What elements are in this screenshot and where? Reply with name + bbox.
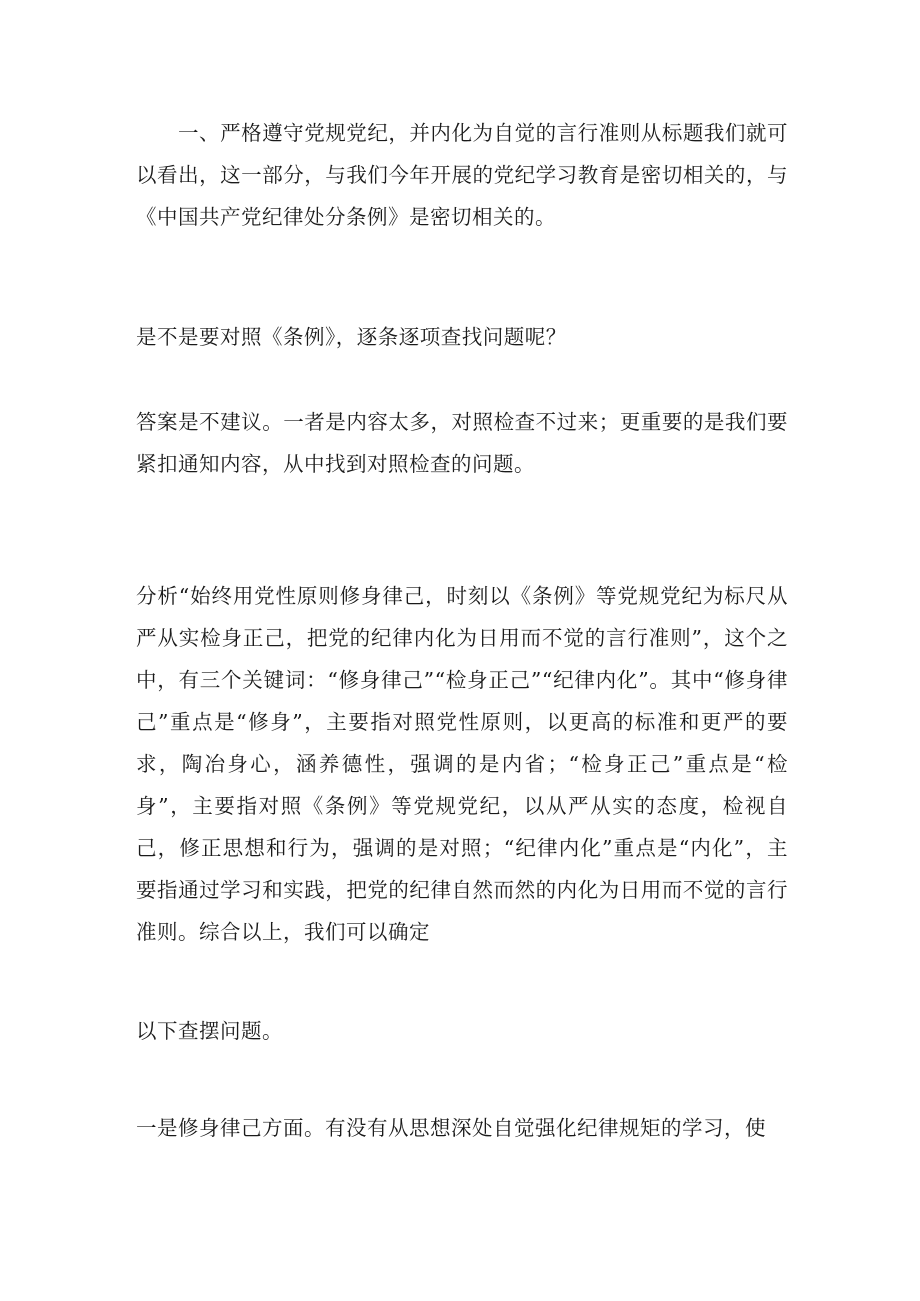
paragraph-answer: 答案是不建议。一者是内容太多，对照检查不过来；更重要的是我们要紧扣通知内容，从中找到对照检查的问题。: [136, 410, 788, 476]
paragraph-section-heading: 一、严格遵守党规党纪，并内化为自觉的言行准则从标题我们就可以看出，这一部分，与我们今年开展的党纪学习教育是密切相关的，与《中国共产党纪律处分条例》是密切相关的。: [136, 121, 788, 229]
paragraph-first-point: 一是修身律己方面。有没有从思想深处自觉强化纪律规矩的学习，使: [136, 1116, 766, 1140]
paragraph-continuation: 以下查摆问题。: [136, 1019, 283, 1043]
paragraph-analysis: 分析“始终用党性原则修身律己，时刻以《条例》等党规党纪为标尺从严从实检身正己，把党的纪律内化为日用而不觉的言行准则”，这个之中，有三个关键词：“修身律己”“检身正己”“纪律内化”。其中“修身律己”重点是“修身”，主要指对照党性原则，以更高的标准和更严的要求，陶冶身心，涵养德性，强调的是内省；“检身正己”重点是“检身”，主要指对照《条例》等党规党纪，以从严从实的态度，检视自己，修正思想和行为，强调的是对照；“纪律内化”重点是“内化”，主要指通过学习和实践，把党的纪律自然而然的内化为日用而不觉的言行准则。综合以上，我们可以确定: [136, 584, 788, 944]
paragraph-question: 是不是要对照《条例》，逐条逐项查找问题呢？: [136, 325, 567, 349]
